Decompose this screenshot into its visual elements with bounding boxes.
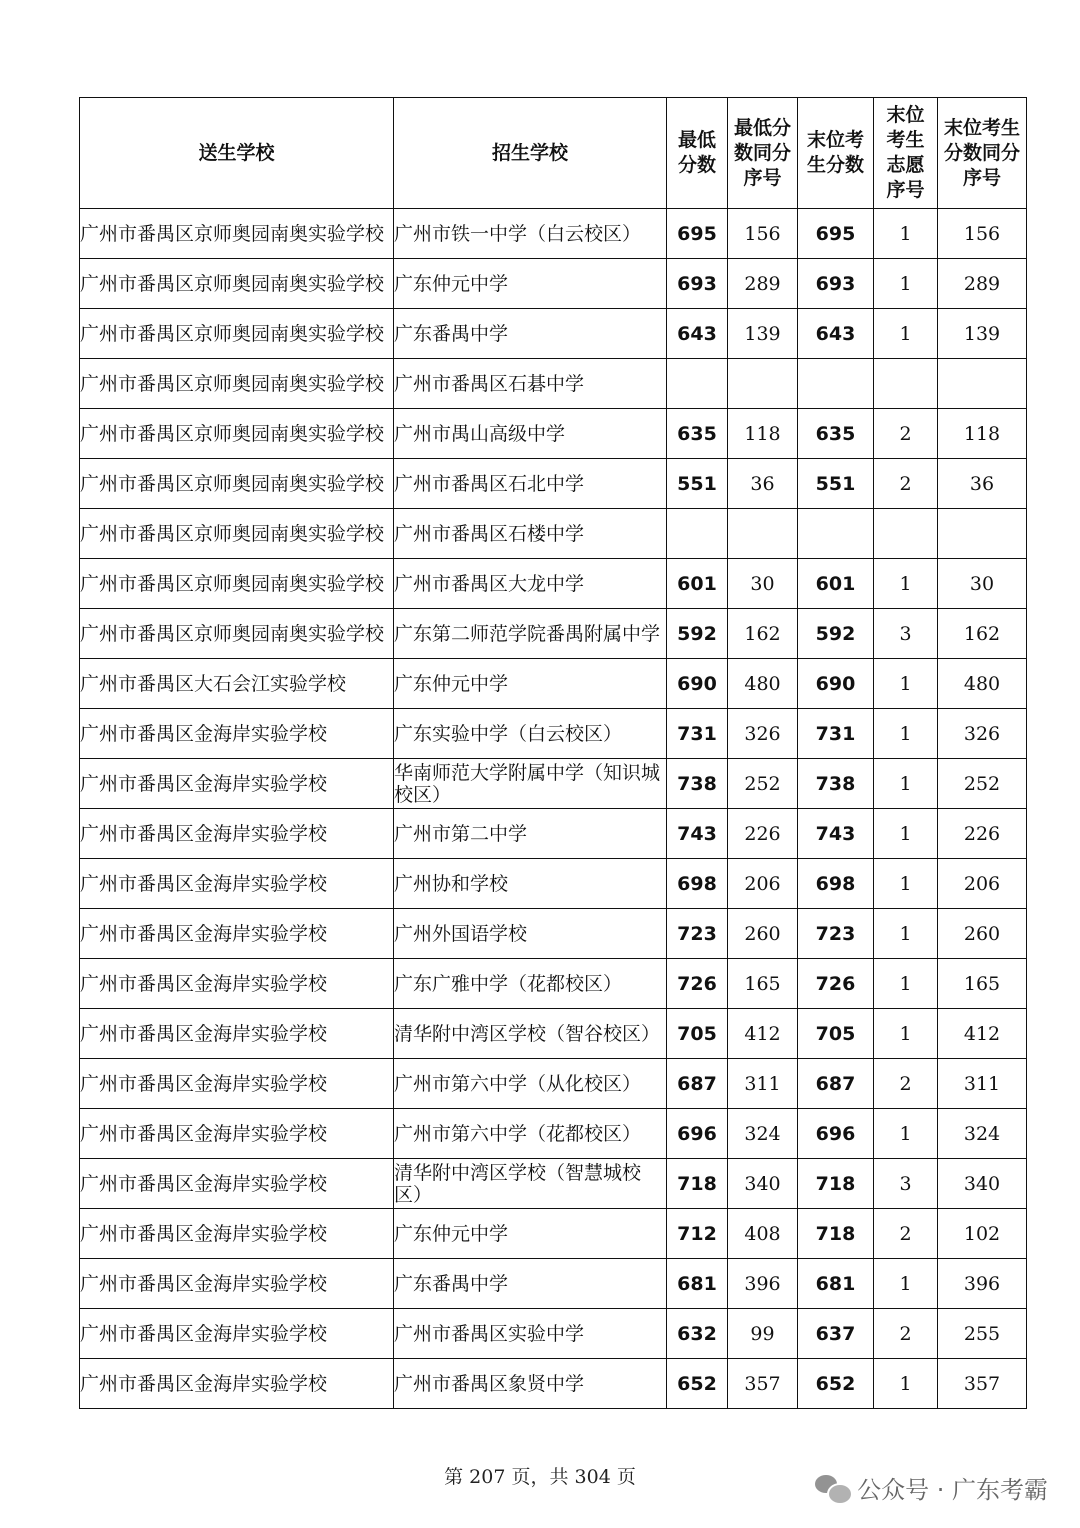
cell-min-score-rank (728, 509, 798, 559)
cell-last-choice: 1 (874, 759, 938, 809)
cell-min-score: 551 (667, 459, 728, 509)
cell-min-score: 743 (667, 809, 728, 859)
cell-sending-school: 广州市番禺区京师奥园南奥实验学校 (80, 409, 394, 459)
cell-last-choice: 1 (874, 259, 938, 309)
table-row (80, 509, 1027, 559)
cell-admitting-school: 广东仲元中学 (394, 259, 667, 309)
cell-min-score (667, 509, 728, 559)
cell-last-choice: 1 (874, 809, 938, 859)
table-row (80, 659, 1027, 709)
cell-last-rank: 324 (938, 1109, 1027, 1159)
cell-sending-school: 广州市番禺区金海岸实验学校 (80, 1309, 394, 1359)
cell-admitting-school: 广州市番禺区实验中学 (394, 1309, 667, 1359)
cell-last-score: 601 (798, 559, 874, 609)
cell-last-score: 551 (798, 459, 874, 509)
cell-last-rank: 226 (938, 809, 1027, 859)
cell-sending-school: 广州市番禺区金海岸实验学校 (80, 1059, 394, 1109)
cell-min-score-rank: 36 (728, 459, 798, 509)
cell-min-score-rank: 226 (728, 809, 798, 859)
cell-last-rank: 357 (938, 1359, 1027, 1409)
cell-last-choice: 2 (874, 459, 938, 509)
cell-sending-school: 广州市番禺区京师奥园南奥实验学校 (80, 559, 394, 609)
cell-min-score-rank: 165 (728, 959, 798, 1009)
cell-last-rank: 206 (938, 859, 1027, 909)
cell-admitting-school: 广州市第六中学（花都校区） (394, 1109, 667, 1159)
cell-min-score: 632 (667, 1309, 728, 1359)
header-last-rank: 末位考生分数同分序号 (938, 98, 1027, 209)
cell-last-score: 695 (798, 209, 874, 259)
cell-sending-school: 广州市番禺区金海岸实验学校 (80, 759, 394, 809)
cell-min-score-rank (728, 359, 798, 409)
cell-admitting-school: 清华附中湾区学校（智慧城校区） (394, 1159, 667, 1209)
cell-last-score: 743 (798, 809, 874, 859)
cell-last-score: 738 (798, 759, 874, 809)
cell-min-score (667, 359, 728, 409)
cell-admitting-school: 广州市番禺区象贤中学 (394, 1359, 667, 1409)
cell-min-score-rank: 311 (728, 1059, 798, 1109)
cell-last-score: 693 (798, 259, 874, 309)
cell-last-choice: 1 (874, 1009, 938, 1059)
cell-last-choice: 1 (874, 309, 938, 359)
cell-last-score: 698 (798, 859, 874, 909)
table-body (80, 209, 1027, 1409)
cell-admitting-school: 广东番禺中学 (394, 309, 667, 359)
cell-min-score-rank: 480 (728, 659, 798, 709)
cell-last-score: 687 (798, 1059, 874, 1109)
cell-last-score: 723 (798, 909, 874, 959)
table-row (80, 959, 1027, 1009)
cell-admitting-school: 广州市番禺区石北中学 (394, 459, 667, 509)
table-row (80, 1059, 1027, 1109)
table-row (80, 1359, 1027, 1409)
header-admitting-school: 招生学校 (394, 98, 667, 209)
cell-last-rank: 255 (938, 1309, 1027, 1359)
cell-sending-school: 广州市番禺区京师奥园南奥实验学校 (80, 509, 394, 559)
cell-min-score: 635 (667, 409, 728, 459)
cell-last-rank: 118 (938, 409, 1027, 459)
cell-admitting-school: 华南师范大学附属中学（知识城校区） (394, 759, 667, 809)
cell-last-choice: 1 (874, 709, 938, 759)
cell-min-score-rank: 139 (728, 309, 798, 359)
cell-last-score: 652 (798, 1359, 874, 1409)
cell-last-score: 637 (798, 1309, 874, 1359)
cell-last-score: 726 (798, 959, 874, 1009)
cell-min-score-rank: 408 (728, 1209, 798, 1259)
cell-last-rank: 289 (938, 259, 1027, 309)
cell-admitting-school: 广州市禺山高级中学 (394, 409, 667, 459)
table-row (80, 609, 1027, 659)
watermark (815, 1470, 1048, 1505)
cell-min-score-rank: 252 (728, 759, 798, 809)
cell-sending-school: 广州市番禺区京师奥园南奥实验学校 (80, 459, 394, 509)
cell-min-score: 643 (667, 309, 728, 359)
cell-min-score: 681 (667, 1259, 728, 1309)
cell-min-score-rank: 412 (728, 1009, 798, 1059)
cell-sending-school: 广州市番禺区金海岸实验学校 (80, 1259, 394, 1309)
cell-min-score-rank: 162 (728, 609, 798, 659)
table-header-row (80, 98, 1027, 209)
cell-admitting-school: 广东仲元中学 (394, 1209, 667, 1259)
cell-last-score: 718 (798, 1159, 874, 1209)
cell-last-choice (874, 509, 938, 559)
table-row (80, 809, 1027, 859)
table-row (80, 859, 1027, 909)
page-number: 第 207 页，共 304 页 (444, 1466, 636, 1488)
header-last-score: 末位考生分数 (798, 98, 874, 209)
cell-last-rank (938, 509, 1027, 559)
cell-min-score: 712 (667, 1209, 728, 1259)
cell-last-rank: 102 (938, 1209, 1027, 1259)
table-row (80, 709, 1027, 759)
cell-min-score: 726 (667, 959, 728, 1009)
cell-sending-school: 广州市番禺区金海岸实验学校 (80, 1159, 394, 1209)
cell-last-choice: 1 (874, 859, 938, 909)
cell-sending-school: 广州市番禺区金海岸实验学校 (80, 1009, 394, 1059)
cell-admitting-school: 广东番禺中学 (394, 1259, 667, 1309)
cell-min-score-rank: 324 (728, 1109, 798, 1159)
cell-last-choice: 1 (874, 1259, 938, 1309)
cell-admitting-school: 广东广雅中学（花都校区） (394, 959, 667, 1009)
table-row (80, 309, 1027, 359)
cell-last-choice: 3 (874, 1159, 938, 1209)
cell-last-rank: 252 (938, 759, 1027, 809)
cell-min-score-rank: 99 (728, 1309, 798, 1359)
cell-min-score: 687 (667, 1059, 728, 1109)
cell-last-choice: 1 (874, 909, 938, 959)
cell-sending-school: 广州市番禺区金海岸实验学校 (80, 709, 394, 759)
cell-last-score: 705 (798, 1009, 874, 1059)
cell-last-choice: 2 (874, 409, 938, 459)
cell-min-score: 696 (667, 1109, 728, 1159)
cell-last-score: 690 (798, 659, 874, 709)
cell-sending-school: 广州市番禺区大石会江实验学校 (80, 659, 394, 709)
table-row (80, 1109, 1027, 1159)
cell-last-rank: 396 (938, 1259, 1027, 1309)
cell-admitting-school: 广州市铁一中学（白云校区） (394, 209, 667, 259)
cell-min-score: 731 (667, 709, 728, 759)
cell-min-score: 690 (667, 659, 728, 709)
cell-last-choice: 1 (874, 1359, 938, 1409)
cell-last-choice: 1 (874, 959, 938, 1009)
cell-last-choice: 1 (874, 209, 938, 259)
watermark-text: 公众号 · 广东考霸 (857, 1476, 1048, 1504)
cell-admitting-school: 广州市第六中学（从化校区） (394, 1059, 667, 1109)
cell-last-rank: 260 (938, 909, 1027, 959)
cell-min-score-rank: 30 (728, 559, 798, 609)
cell-last-score: 635 (798, 409, 874, 459)
table-row (80, 1209, 1027, 1259)
cell-last-rank: 340 (938, 1159, 1027, 1209)
cell-last-rank: 36 (938, 459, 1027, 509)
cell-last-score (798, 509, 874, 559)
cell-last-score: 731 (798, 709, 874, 759)
cell-last-rank: 326 (938, 709, 1027, 759)
cell-last-score: 696 (798, 1109, 874, 1159)
table-row (80, 1259, 1027, 1309)
header-last-choice: 末位考生志愿序号 (874, 98, 938, 209)
cell-admitting-school: 广州外国语学校 (394, 909, 667, 959)
cell-last-score: 718 (798, 1209, 874, 1259)
cell-sending-school: 广州市番禺区金海岸实验学校 (80, 959, 394, 1009)
table-row (80, 559, 1027, 609)
cell-last-rank: 412 (938, 1009, 1027, 1059)
header-min-score: 最低分数 (667, 98, 728, 209)
cell-min-score: 601 (667, 559, 728, 609)
cell-sending-school: 广州市番禺区金海岸实验学校 (80, 1209, 394, 1259)
cell-last-rank: 156 (938, 209, 1027, 259)
cell-min-score: 705 (667, 1009, 728, 1059)
cell-last-choice: 3 (874, 609, 938, 659)
cell-last-choice: 1 (874, 559, 938, 609)
cell-min-score-rank: 340 (728, 1159, 798, 1209)
cell-admitting-school: 广州市番禺区石碁中学 (394, 359, 667, 409)
cell-admitting-school: 广州市番禺区大龙中学 (394, 559, 667, 609)
cell-last-rank: 30 (938, 559, 1027, 609)
cell-min-score-rank: 396 (728, 1259, 798, 1309)
cell-min-score: 695 (667, 209, 728, 259)
cell-min-score-rank: 326 (728, 709, 798, 759)
header-min-score-rank: 最低分数同分序号 (728, 98, 798, 209)
cell-min-score: 723 (667, 909, 728, 959)
table-row (80, 209, 1027, 259)
cell-sending-school: 广州市番禺区京师奥园南奥实验学校 (80, 309, 394, 359)
cell-min-score: 693 (667, 259, 728, 309)
cell-last-choice: 2 (874, 1209, 938, 1259)
cell-last-choice: 1 (874, 1109, 938, 1159)
table-row (80, 1159, 1027, 1209)
cell-admitting-school: 广东实验中学（白云校区） (394, 709, 667, 759)
wechat-icon (815, 1473, 849, 1503)
cell-min-score-rank: 260 (728, 909, 798, 959)
cell-last-choice: 1 (874, 659, 938, 709)
cell-admitting-school: 广州市番禺区石楼中学 (394, 509, 667, 559)
cell-sending-school: 广州市番禺区金海岸实验学校 (80, 809, 394, 859)
header-sending-school: 送生学校 (80, 98, 394, 209)
cell-last-rank: 480 (938, 659, 1027, 709)
table-row (80, 459, 1027, 509)
cell-admitting-school: 广州协和学校 (394, 859, 667, 909)
cell-sending-school: 广州市番禺区金海岸实验学校 (80, 1109, 394, 1159)
table-row (80, 1309, 1027, 1359)
cell-min-score-rank: 206 (728, 859, 798, 909)
cell-last-rank (938, 359, 1027, 409)
cell-min-score-rank: 118 (728, 409, 798, 459)
cell-last-rank: 311 (938, 1059, 1027, 1109)
cell-sending-school: 广州市番禺区京师奥园南奥实验学校 (80, 259, 394, 309)
cell-last-choice (874, 359, 938, 409)
table-row (80, 909, 1027, 959)
cell-admitting-school: 广州市第二中学 (394, 809, 667, 859)
table-row (80, 759, 1027, 809)
cell-min-score-rank: 289 (728, 259, 798, 309)
cell-last-choice: 2 (874, 1309, 938, 1359)
cell-last-rank: 165 (938, 959, 1027, 1009)
cell-sending-school: 广州市番禺区京师奥园南奥实验学校 (80, 609, 394, 659)
admission-table (79, 97, 1027, 1409)
cell-min-score: 698 (667, 859, 728, 909)
cell-last-score: 592 (798, 609, 874, 659)
cell-sending-school: 广州市番禺区金海岸实验学校 (80, 1359, 394, 1409)
cell-min-score-rank: 156 (728, 209, 798, 259)
cell-last-rank: 162 (938, 609, 1027, 659)
cell-min-score: 652 (667, 1359, 728, 1409)
cell-admitting-school: 广东仲元中学 (394, 659, 667, 709)
cell-last-rank: 139 (938, 309, 1027, 359)
cell-min-score: 738 (667, 759, 728, 809)
table-row (80, 1009, 1027, 1059)
cell-sending-school: 广州市番禺区金海岸实验学校 (80, 859, 394, 909)
table-row (80, 409, 1027, 459)
cell-sending-school: 广州市番禺区金海岸实验学校 (80, 909, 394, 959)
cell-min-score-rank: 357 (728, 1359, 798, 1409)
cell-last-score (798, 359, 874, 409)
cell-sending-school: 广州市番禺区京师奥园南奥实验学校 (80, 359, 394, 409)
cell-admitting-school: 清华附中湾区学校（智谷校区） (394, 1009, 667, 1059)
cell-last-choice: 2 (874, 1059, 938, 1109)
table-row (80, 359, 1027, 409)
cell-min-score: 592 (667, 609, 728, 659)
cell-min-score: 718 (667, 1159, 728, 1209)
cell-last-score: 643 (798, 309, 874, 359)
table-row (80, 259, 1027, 309)
cell-sending-school: 广州市番禺区京师奥园南奥实验学校 (80, 209, 394, 259)
cell-last-score: 681 (798, 1259, 874, 1309)
cell-admitting-school: 广东第二师范学院番禺附属中学 (394, 609, 667, 659)
